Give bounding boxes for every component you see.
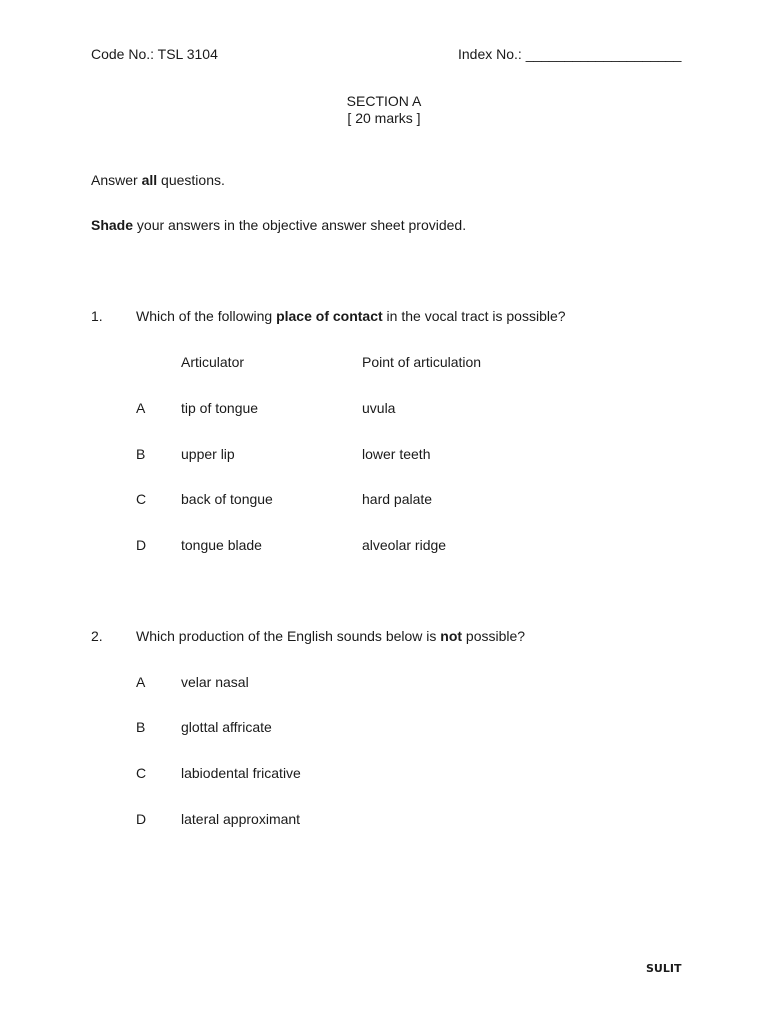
option-articulator: back of tongue: [181, 491, 273, 507]
option-letter: D: [136, 811, 147, 827]
option-point: lower teeth: [362, 446, 431, 462]
option-letter: D: [136, 537, 147, 553]
instruction-answer-all: [91, 171, 225, 189]
option-letter: B: [136, 446, 146, 462]
question-number: 2.: [91, 628, 103, 644]
option-articulator: tongue blade: [181, 537, 262, 553]
option-point: alveolar ridge: [362, 537, 447, 553]
question-text: [136, 627, 525, 645]
instruction-shade: [91, 216, 466, 234]
column-header-point: Point of articulation: [362, 354, 482, 370]
question-text: [136, 307, 566, 325]
option-letter: C: [136, 765, 147, 781]
option-letter: A: [136, 400, 146, 416]
option-text: labiodental fricative: [181, 765, 301, 781]
instruction-emphasis: all: [141, 172, 158, 188]
instruction-emphasis: Shade: [91, 217, 134, 233]
option-point: hard palate: [362, 491, 433, 507]
option-letter: C: [136, 491, 147, 507]
option-letter: B: [136, 719, 146, 735]
option-articulator: upper lip: [181, 446, 235, 462]
question-text-part: Which of the following: [136, 308, 277, 324]
question-emphasis: not: [440, 628, 463, 644]
option-text: lateral approximant: [181, 811, 301, 827]
footer-sulit: SULIT: [646, 962, 682, 975]
option-articulator: tip of tongue: [181, 400, 259, 416]
question-text-part: possible?: [462, 628, 526, 644]
instruction-text: questions.: [157, 172, 225, 188]
section-marks: [ 20 marks ]: [347, 110, 421, 126]
question-emphasis: place of contact: [276, 308, 383, 324]
question-text-part: Which production of the English sounds below is: [136, 628, 441, 644]
question-number: 1.: [91, 308, 103, 324]
option-text: velar nasal: [181, 674, 249, 690]
instruction-text: Answer: [91, 172, 142, 188]
instruction-text: your answers in the objective answer sheet provided.: [133, 217, 467, 233]
question-text-part: in the vocal tract is possible?: [382, 308, 566, 324]
code-number: Code No.: TSL 3104: [91, 46, 218, 62]
option-letter: A: [136, 674, 146, 690]
option-point: uvula: [362, 400, 396, 416]
index-number-field: Index No.: ____________________: [458, 46, 682, 62]
column-header-articulator: Articulator: [181, 354, 245, 370]
section-title: SECTION A: [346, 93, 422, 109]
option-text: glottal affricate: [181, 719, 272, 735]
